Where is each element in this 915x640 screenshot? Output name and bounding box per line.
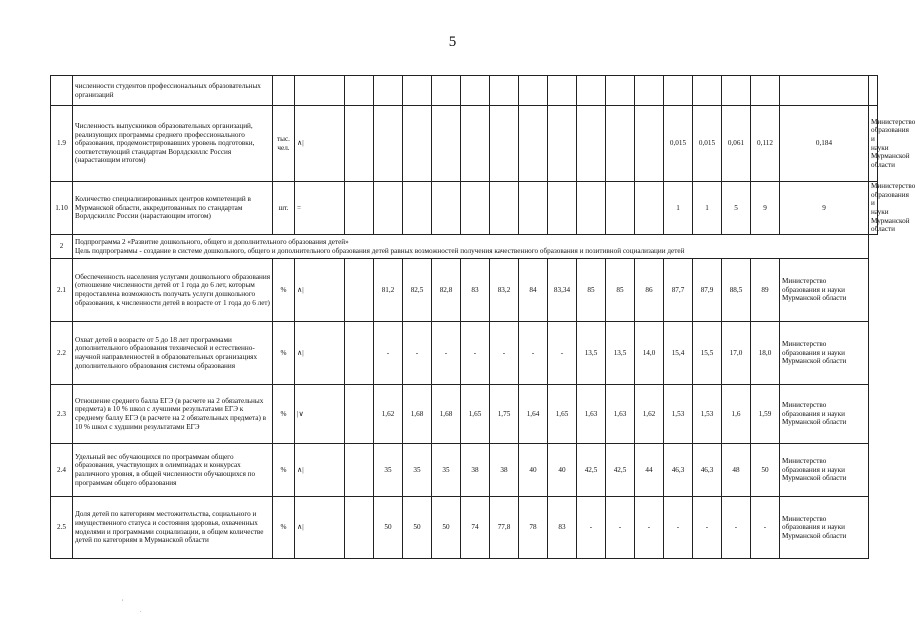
value-cell: [403, 106, 432, 182]
value-cell: 1,68: [432, 385, 461, 444]
value-cell: 89: [751, 259, 780, 322]
value-cell: [519, 182, 548, 235]
indicator-description: численности студентов профессиональных образовательных организаций: [73, 76, 273, 106]
table-row: [51, 444, 878, 497]
value-cell: 13,5: [606, 322, 635, 385]
value-cell: 0,015: [664, 106, 693, 182]
unit-cell: %: [273, 444, 295, 497]
scan-mark: ,: [122, 596, 124, 602]
value-cell: [432, 106, 461, 182]
value-cell: [693, 76, 722, 106]
value-cell: [461, 106, 490, 182]
value-cell: 84: [519, 259, 548, 322]
value-cell: 40: [519, 444, 548, 497]
value-cell: 83,2: [490, 259, 519, 322]
value-cell: 9: [780, 182, 869, 235]
table-row: [51, 322, 878, 385]
value-cell: -: [461, 322, 490, 385]
value-cell: 83: [461, 259, 490, 322]
unit-cell: [273, 76, 295, 106]
value-cell: 1,62: [374, 385, 403, 444]
value-cell: 1,62: [635, 385, 664, 444]
value-cell: 0,184: [780, 106, 869, 182]
value-cell: [635, 106, 664, 182]
indicator-description: Удельный вес обучающихся по программам общего образования, участвующих в олимпиадах и конкурсах различного уровня, в общей численности обучающихся по программам общего образования: [73, 444, 273, 497]
unit-cell: %: [273, 497, 295, 559]
value-cell: 35: [432, 444, 461, 497]
value-cell: [577, 106, 606, 182]
value-cell: -: [519, 322, 548, 385]
value-cell: 1,53: [664, 385, 693, 444]
value-cell: 50: [751, 444, 780, 497]
value-cell: [345, 106, 374, 182]
value-cell: [432, 182, 461, 235]
responsible-cell: Министерство образования и науки Мурманской области: [780, 259, 869, 322]
value-cell: [345, 385, 374, 444]
value-cell: 35: [403, 444, 432, 497]
value-cell: [519, 106, 548, 182]
value-cell: 87,7: [664, 259, 693, 322]
value-cell: 46,3: [664, 444, 693, 497]
subprogram-goal: Цель подпрограммы - создание в системе дошкольного, общего и дополнительного образования детей равных возможностей получения качественного образования и позитивной социализации детей: [75, 246, 685, 255]
value-cell: 38: [490, 444, 519, 497]
value-cell: 1,63: [577, 385, 606, 444]
value-cell: 87,9: [693, 259, 722, 322]
value-cell: 1,64: [519, 385, 548, 444]
value-cell: [606, 76, 635, 106]
subprogram-number: 2: [51, 235, 73, 259]
responsible-cell: [869, 76, 878, 106]
value-cell: [606, 182, 635, 235]
value-cell: 0,112: [751, 106, 780, 182]
indicator-description: Доля детей по категориям местожительства, социального и имущественного статуса и состояния здоровья, охваченных моделями и программами социализации, в общем количестве детей по категориям в Мурманской области: [73, 497, 273, 559]
row-number: 1.9: [51, 106, 73, 182]
value-cell: 38: [461, 444, 490, 497]
value-cell: 17,0: [722, 322, 751, 385]
value-cell: 35: [374, 444, 403, 497]
unit-cell: %: [273, 385, 295, 444]
table-row: [51, 106, 878, 182]
value-cell: 77,8: [490, 497, 519, 559]
value-cell: [548, 76, 577, 106]
value-cell: 14,0: [635, 322, 664, 385]
responsible-cell: Министерство образования и науки Мурманской области: [869, 182, 878, 235]
row-number: 2.5: [51, 497, 73, 559]
value-cell: 1,65: [461, 385, 490, 444]
trend-cell: =: [295, 182, 345, 235]
value-cell: 1,75: [490, 385, 519, 444]
subprogram-row: [51, 235, 878, 259]
value-cell: 48: [722, 444, 751, 497]
table-row: [51, 76, 878, 106]
value-cell: [345, 322, 374, 385]
indicator-description: Обеспеченность населения услугами дошкольного образования (отношение численности детей от 1 года до 6 лет, которым предоставлена возможность получать услуги дошкольного образования, к численности детей в возрасте от 1 года до 6 лет): [73, 259, 273, 322]
value-cell: 1,53: [693, 385, 722, 444]
indicator-description: Численность выпускников образовательных организаций, реализующих программы среднего профессионального образования, продемонстрировавших уровень подготовки, соответствующий стандартам Ворлдскиллс Россия (нарастающим итогом): [73, 106, 273, 182]
value-cell: 82,8: [432, 259, 461, 322]
responsible-cell: Министерство образования и науки Мурманской области: [780, 444, 869, 497]
value-cell: 50: [374, 497, 403, 559]
responsible-cell: Министерство образования и науки Мурманской области: [780, 497, 869, 559]
value-cell: 1,59: [751, 385, 780, 444]
value-cell: [548, 106, 577, 182]
value-cell: -: [664, 497, 693, 559]
subprogram-block: [51, 235, 878, 259]
unit-cell: тыс. чел.: [273, 106, 295, 182]
responsible-cell: Министерство образования и науки Мурманской области: [869, 106, 878, 182]
value-cell: 42,5: [606, 444, 635, 497]
value-cell: -: [635, 497, 664, 559]
row-number: 2.1: [51, 259, 73, 322]
value-cell: -: [577, 497, 606, 559]
value-cell: 1,65: [548, 385, 577, 444]
value-cell: 88,5: [722, 259, 751, 322]
value-cell: 44: [635, 444, 664, 497]
value-cell: -: [722, 497, 751, 559]
indicator-description: Охват детей в возрасте от 5 до 18 лет программами дополнительного образования технической и естественно-научной направленностей в образовательных организациях дополнительного образования системы образования: [73, 322, 273, 385]
value-cell: 83,34: [548, 259, 577, 322]
value-cell: 50: [403, 497, 432, 559]
subprogram-title: Подпрограмма 2 «Развитие дошкольного, общего и дополнительного образования детей»: [75, 237, 349, 246]
value-cell: -: [432, 322, 461, 385]
indicators-table: [50, 75, 915, 559]
row-number: [51, 76, 73, 106]
value-cell: -: [693, 497, 722, 559]
value-cell: [374, 182, 403, 235]
value-cell: 46,3: [693, 444, 722, 497]
value-cell: [519, 76, 548, 106]
value-cell: 5: [722, 182, 751, 235]
value-cell: 9: [751, 182, 780, 235]
value-cell: [606, 106, 635, 182]
table-row: [51, 385, 878, 444]
value-cell: 50: [432, 497, 461, 559]
value-cell: [490, 182, 519, 235]
value-cell: 1: [664, 182, 693, 235]
value-cell: 1: [693, 182, 722, 235]
value-cell: 1,68: [403, 385, 432, 444]
value-cell: 40: [548, 444, 577, 497]
indicator-description: Отношение среднего балла ЕГЭ (в расчете на 2 обязательных предмета) в 10 % школ с лучшими результатами ЕГЭ к среднему баллу ЕГЭ (в расчете на 2 обязательных предмета) в 10 % школ с худшими результатами ЕГЭ: [73, 385, 273, 444]
value-cell: 86: [635, 259, 664, 322]
value-cell: -: [606, 497, 635, 559]
value-cell: 1,63: [606, 385, 635, 444]
value-cell: [345, 259, 374, 322]
page-number: 5: [448, 34, 457, 50]
value-cell: 18,0: [751, 322, 780, 385]
value-cell: [374, 106, 403, 182]
value-cell: [403, 76, 432, 106]
value-cell: [345, 76, 374, 106]
table-row: [51, 182, 878, 235]
value-cell: [345, 497, 374, 559]
value-cell: [461, 182, 490, 235]
trend-cell: ∧|: [295, 259, 345, 322]
value-cell: [403, 182, 432, 235]
value-cell: [490, 106, 519, 182]
table-body-lower: [51, 259, 878, 559]
value-cell: 83: [548, 497, 577, 559]
row-number: 1.10: [51, 182, 73, 235]
value-cell: 15,4: [664, 322, 693, 385]
responsible-cell: Министерство образования и науки Мурманской области: [780, 385, 869, 444]
value-cell: 13,5: [577, 322, 606, 385]
value-cell: -: [403, 322, 432, 385]
value-cell: -: [751, 497, 780, 559]
value-cell: [345, 444, 374, 497]
value-cell: 74: [461, 497, 490, 559]
value-cell: 85: [606, 259, 635, 322]
value-cell: 42,5: [577, 444, 606, 497]
indicator-description: Количество специализированных центров компетенций в Мурманской области, аккредитованных по стандартам Ворлдскиллс России (нарастающим итогом): [73, 182, 273, 235]
subprogram-cell: [73, 235, 869, 259]
value-cell: [577, 76, 606, 106]
trend-cell: ∧|: [295, 497, 345, 559]
trend-cell: |∨: [295, 385, 345, 444]
value-cell: 0,015: [693, 106, 722, 182]
value-cell: 15,5: [693, 322, 722, 385]
value-cell: [374, 76, 403, 106]
table-row: [51, 259, 878, 322]
unit-cell: шт.: [273, 182, 295, 235]
unit-cell: %: [273, 322, 295, 385]
row-number: 2.3: [51, 385, 73, 444]
value-cell: [577, 182, 606, 235]
trend-cell: ∧|: [295, 106, 345, 182]
value-cell: [664, 76, 693, 106]
value-cell: 85: [577, 259, 606, 322]
value-cell: [432, 76, 461, 106]
value-cell: [722, 76, 751, 106]
value-cell: [635, 182, 664, 235]
row-number: 2.4: [51, 444, 73, 497]
trend-cell: ∧|: [295, 322, 345, 385]
value-cell: 1,6: [722, 385, 751, 444]
row-number: 2.2: [51, 322, 73, 385]
value-cell: 78: [519, 497, 548, 559]
value-cell: 0,061: [722, 106, 751, 182]
trend-cell: [295, 76, 345, 106]
value-cell: [461, 76, 490, 106]
responsible-cell: Министерство образования и науки Мурманской области: [780, 322, 869, 385]
value-cell: [345, 182, 374, 235]
table-row: [51, 497, 878, 559]
scan-mark: .: [140, 608, 142, 614]
value-cell: -: [490, 322, 519, 385]
value-cell: [548, 182, 577, 235]
value-cell: [751, 76, 780, 106]
value-cell: 82,5: [403, 259, 432, 322]
trend-cell: ∧|: [295, 444, 345, 497]
unit-cell: %: [273, 259, 295, 322]
value-cell: [635, 76, 664, 106]
value-cell: -: [548, 322, 577, 385]
value-cell: [780, 76, 869, 106]
value-cell: [490, 76, 519, 106]
value-cell: 81,2: [374, 259, 403, 322]
table-body-upper: [51, 76, 915, 235]
value-cell: -: [374, 322, 403, 385]
